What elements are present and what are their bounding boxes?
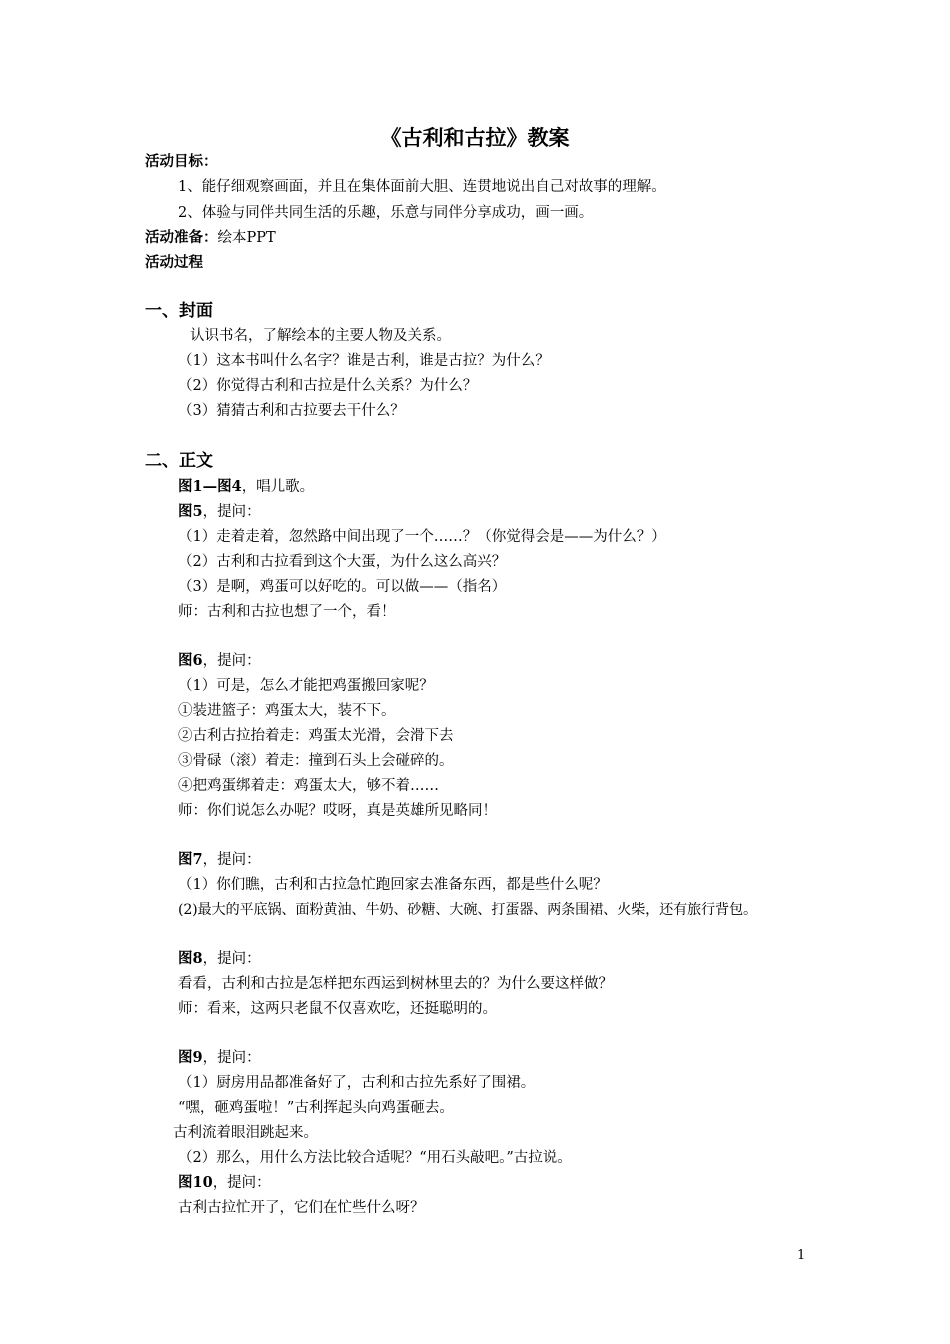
picture-10-line: [178, 1173, 271, 1193]
picture-9-narration: 古利流着眼泪跳起来。: [173, 1125, 318, 1141]
picture-10-question-1: 古利古拉忙开了，它们在忙些什么呀？: [178, 1200, 425, 1216]
picture-1-4-text: ，唱儿歌。: [241, 479, 315, 495]
picture-6-question-1: （1）可是，怎么才能把鸡蛋搬回家呢？: [178, 678, 434, 694]
picture-9-line: [178, 1048, 261, 1068]
picture-9-text: ，提问：: [202, 1050, 261, 1066]
process-label: 活动过程: [145, 255, 203, 271]
picture-7-text: ，提问：: [202, 852, 261, 868]
picture-8-text: ，提问：: [202, 951, 261, 967]
page-number: 1: [797, 1248, 806, 1263]
goal-item-2: 2、体验与同伴共同生活的乐趣，乐意与同伴分享成功，画一画。: [178, 205, 594, 221]
section-1-question-2: （2）你觉得古利和古拉是什么关系？为什么？: [178, 378, 478, 394]
picture-10-label: 图10: [178, 1174, 213, 1191]
picture-7-question-1: （1）你们瞧，古利和古拉急忙跑回家去准备东西，都是些什么呢？: [178, 877, 608, 893]
picture-5-line: [178, 502, 261, 522]
picture-10-text: ，提问：: [212, 1175, 271, 1191]
picture-5-question-3: （3）是啊，鸡蛋可以好吃的。可以做——（指名）: [178, 579, 507, 595]
picture-9-label: 图9: [178, 1049, 203, 1066]
section-1-question-3: （3）猜猜古利和古拉要去干什么？: [178, 403, 405, 419]
picture-5-text: ，提问：: [202, 504, 261, 520]
document-title: 《古利和古拉》教案: [380, 125, 570, 150]
picture-7-line: [178, 850, 261, 870]
picture-5-question-1: （1）走着走着，忽然路中间出现了一个……？（你觉得会是——为什么？）: [178, 529, 666, 545]
picture-9-question-2: （2）那么，用什么方法比较合适呢？“用石头敲吧。”古拉说。: [178, 1150, 572, 1166]
goal-label: 活动目标：: [145, 154, 218, 170]
picture-9-question-1: （1）厨房用品都准备好了，古利和古拉先系好了围裙。: [178, 1075, 536, 1091]
goal-line: [145, 152, 218, 172]
prep-line: [145, 228, 276, 248]
picture-1-4-label: 图1—图4: [178, 478, 242, 495]
picture-5-question-2: （2）古利和古拉看到这个大蛋，为什么这么高兴？: [178, 554, 507, 570]
picture-8-line: [178, 949, 261, 969]
picture-6-answer-1: ①装进篮子：鸡蛋太大，装不下。: [178, 703, 396, 719]
picture-9-quote: “嘿，砸鸡蛋啦！”古利挥起头向鸡蛋砸去。: [178, 1100, 454, 1116]
section-1-heading: 一、封面: [145, 301, 213, 321]
picture-1-4-line: [178, 477, 314, 497]
picture-8-question-1: 看看，古利和古拉是怎样把东西运到树林里去的？为什么要这样做？: [178, 976, 613, 992]
section-1-intro: 认识书名，了解绘本的主要人物及关系。: [190, 328, 451, 344]
picture-6-line: [178, 651, 261, 671]
section-2-heading: 二、正文: [145, 451, 213, 471]
picture-6-answer-4: ④把鸡蛋绑着走：鸡蛋太大，够不着……: [178, 778, 439, 794]
picture-7-label: 图7: [178, 851, 203, 868]
prep-label: 活动准备：: [145, 230, 218, 246]
picture-5-label: 图5: [178, 503, 203, 520]
process-line: [145, 253, 203, 273]
prep-value: 绘本PPT: [217, 230, 276, 246]
picture-6-text: ，提问：: [202, 653, 261, 669]
picture-5-teacher: 师：古利和古拉也想了一个，看！: [178, 604, 396, 620]
picture-6-teacher: 师：你们说怎么办呢？哎呀，真是英雄所见略同！: [178, 803, 497, 819]
picture-7-question-2: (2)最大的平底锅、面粉黄油、牛奶、砂糖、大碗、打蛋器、两条围裙、火柴，还有旅行背包。: [178, 902, 757, 918]
goal-item-1: 1、能仔细观察画面，并且在集体面前大胆、连贯地说出自己对故事的理解。: [178, 179, 666, 195]
picture-8-label: 图8: [178, 950, 203, 967]
picture-6-label: 图6: [178, 652, 203, 669]
picture-6-answer-3: ③骨碌（滚）着走：撞到石头上会碰碎的。: [178, 753, 454, 769]
picture-6-answer-2: ②古利古拉抬着走：鸡蛋太光滑，会滑下去: [178, 728, 454, 744]
picture-8-teacher: 师：看来，这两只老鼠不仅喜欢吃，还挺聪明的。: [178, 1001, 497, 1017]
section-1-question-1: （1）这本书叫什么名字？谁是古利，谁是古拉？为什么？: [178, 353, 550, 369]
